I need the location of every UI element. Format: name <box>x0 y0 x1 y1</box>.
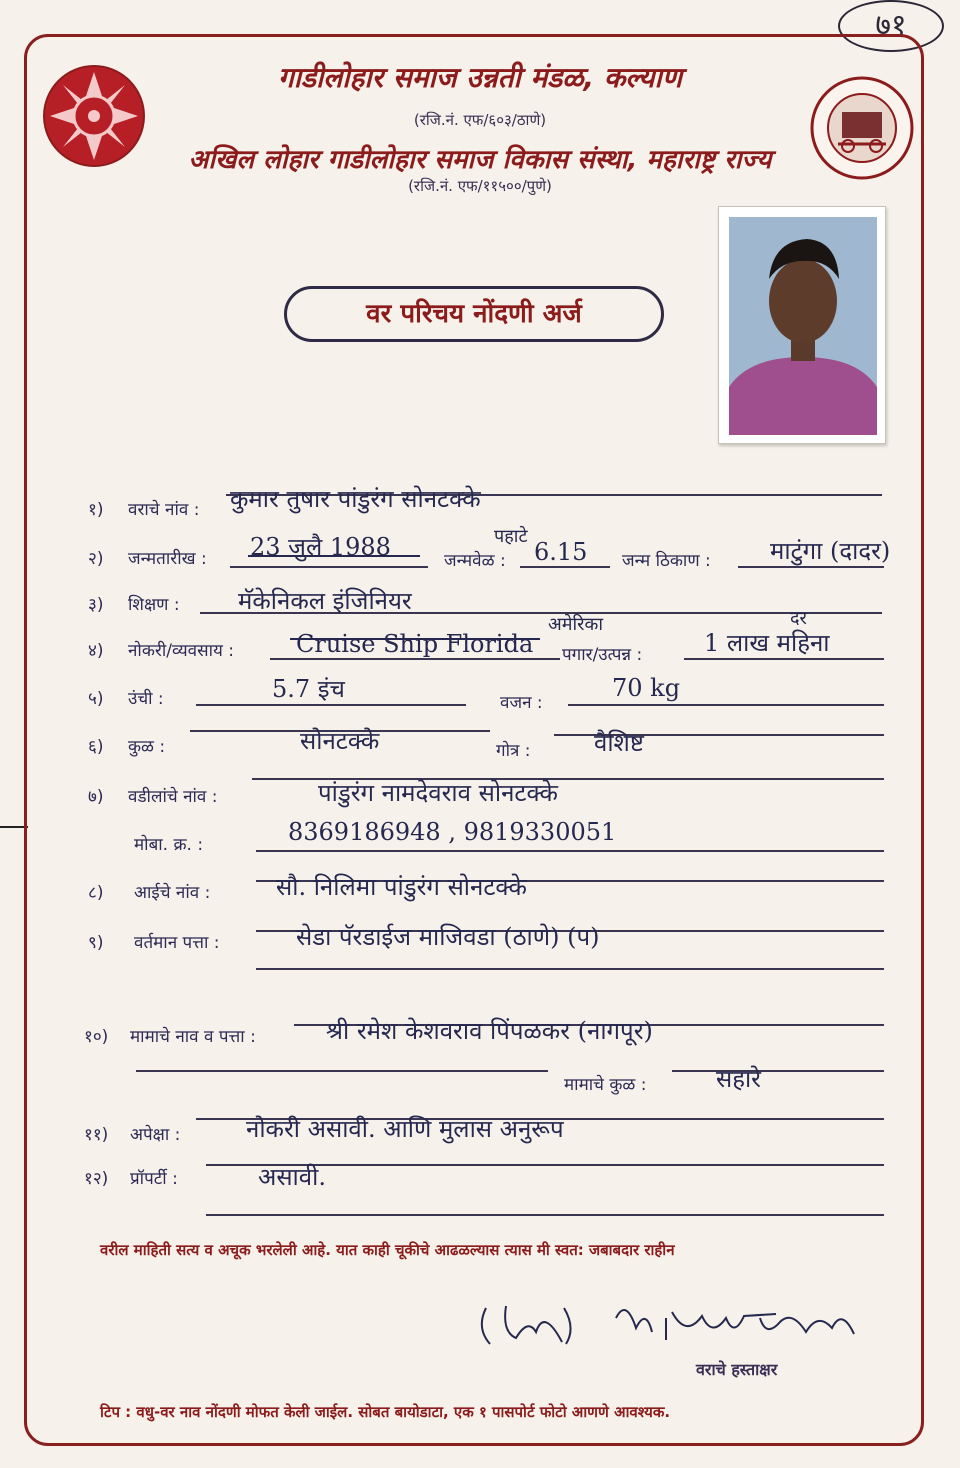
maternal-kul-label: मामाचे कुळ : <box>564 1075 647 1095</box>
job-correction-strike <box>290 638 540 640</box>
job-line <box>270 658 560 660</box>
gotra-label: गोत्र : <box>496 741 531 761</box>
maternal-uncle-line-2 <box>136 1070 548 1072</box>
field-number: १०) <box>84 1027 109 1047</box>
salary-label: पगार/उत्पन्न : <box>562 645 643 665</box>
mobile-label: मोबा. क्र. : <box>134 835 204 855</box>
form-title: वर परिचय नोंदणी अर्ज <box>284 286 664 342</box>
birth-time-value: 6.15 <box>534 538 588 566</box>
father-name-value: पांडुरंग नामदेवराव सोनटक्के <box>318 779 558 807</box>
dob-correction-strike <box>248 555 420 557</box>
birth-time-line <box>520 566 610 568</box>
weight-label: वजन : <box>500 693 543 713</box>
dob-line <box>230 566 428 568</box>
dob-label: जन्मतारीख : <box>128 549 207 569</box>
field-number: ९) <box>88 933 104 953</box>
maternal-kul-value: सहारे <box>716 1065 761 1093</box>
maternal-uncle-label: मामाचे नाव व पत्ता : <box>130 1027 256 1047</box>
property-line-2 <box>206 1214 884 1216</box>
field-number: ६) <box>88 737 104 757</box>
groom-passport-photo <box>718 206 886 444</box>
mobile-line <box>256 850 884 852</box>
groom-signature-label: वराचे हस्ताक्षर <box>696 1360 778 1379</box>
field-number: २) <box>88 549 104 569</box>
sanstha-seal-right-icon <box>808 74 916 182</box>
birth-time-label: जन्मवेळ : <box>444 551 506 571</box>
weight-line <box>568 704 884 706</box>
kul-value: सोनटक्के <box>300 727 380 755</box>
field-number: ११) <box>84 1125 109 1145</box>
tip-note: टिप : वधु-वर नाव नोंदणी मोफत केली जाईल. सोबत बायोडाटा, एक १ पासपोर्ट फोटो आणणे आवश्यक. <box>100 1403 671 1421</box>
samaj-seal-left-icon <box>40 62 148 170</box>
father-name-label: वडीलांचे नांव : <box>128 787 218 807</box>
mother-name-value: सौ. निलिमा पांडुरंग सोनटक्के <box>276 873 527 901</box>
weight-value: 70 kg <box>612 674 681 702</box>
field-number: ४) <box>88 641 104 661</box>
groom-name-label: वराचे नांव : <box>128 500 200 520</box>
property-value: असावी. <box>258 1163 326 1191</box>
maternal-kul-line <box>672 1070 884 1072</box>
job-value: Cruise Ship Florida <box>296 630 534 658</box>
gotra-value: वैशिष्ट <box>594 729 644 757</box>
field-number: ३) <box>88 595 104 615</box>
maternal-uncle-value: श्री रमेश केशवराव पिंपळकर (नागपूर) <box>326 1017 653 1045</box>
groom-name-value: कुमार तुषार पांडुरंग सोनटक्के <box>230 485 481 513</box>
field-number: १) <box>88 500 104 520</box>
property-label: प्रॉपर्टी : <box>130 1169 178 1189</box>
education-value: मॅकेनिकल इंजिनियर <box>238 587 412 615</box>
address-value: सेडा पॅरडाईज माजिवडा (ठाणे) (प) <box>296 923 600 951</box>
job-label: नोकरी/व्यवसाय : <box>128 641 234 661</box>
dob-value: 23 जुलै 1988 <box>250 533 391 561</box>
birth-time-note: पहाटे <box>494 526 528 547</box>
mother-name-label: आईचे नांव : <box>134 883 211 903</box>
address-label: वर्तमान पत्ता : <box>134 933 220 953</box>
field-number: ७) <box>88 787 104 807</box>
height-label: उंची : <box>128 689 164 709</box>
mobile-value: 8369186948 , 9819330051 <box>288 818 617 846</box>
org2-registration: (रजि.नं. एफ/११५००/पुणे) <box>408 177 552 195</box>
declaration-text: वरील माहिती सत्य व अचूक भरलेली आहे. यात काही चूकीचे आढळल्यास त्यास मी स्वत: जबाबदार राहीन <box>100 1241 675 1259</box>
field-number: ५) <box>88 689 104 709</box>
salary-value: 1 लाख महिना <box>704 629 830 657</box>
expectation-value: नोकरी असावी. आणि मुलास अनुरूप <box>246 1115 564 1143</box>
birth-place-label: जन्म ठिकाण : <box>622 551 711 571</box>
birth-place-value: माटुंगा (दादर) <box>770 537 891 565</box>
job-location-note: अमेरिका <box>548 614 604 635</box>
page-number: ७१ <box>838 0 944 52</box>
education-label: शिक्षण : <box>128 595 180 615</box>
expectation-label: अपेक्षा : <box>130 1125 181 1145</box>
salary-note: दर <box>790 608 807 629</box>
groom-signature <box>476 1288 876 1362</box>
org1-registration: (रजि.नं. एफ/६०३/ठाणे) <box>413 111 547 129</box>
kul-label: कुळ : <box>128 737 166 757</box>
field-number: १२) <box>84 1169 109 1189</box>
org2-name: अखिल लोहार गाडीलोहार समाज विकास संस्था, महाराष्ट्र राज्य <box>188 145 772 175</box>
height-value: 5.7 इंच <box>272 675 345 703</box>
address-line-2 <box>256 968 884 970</box>
org1-name: गाडीलोहार समाज उन्नती मंडळ, कल्याण <box>278 61 682 94</box>
field-number: ८) <box>88 883 104 903</box>
